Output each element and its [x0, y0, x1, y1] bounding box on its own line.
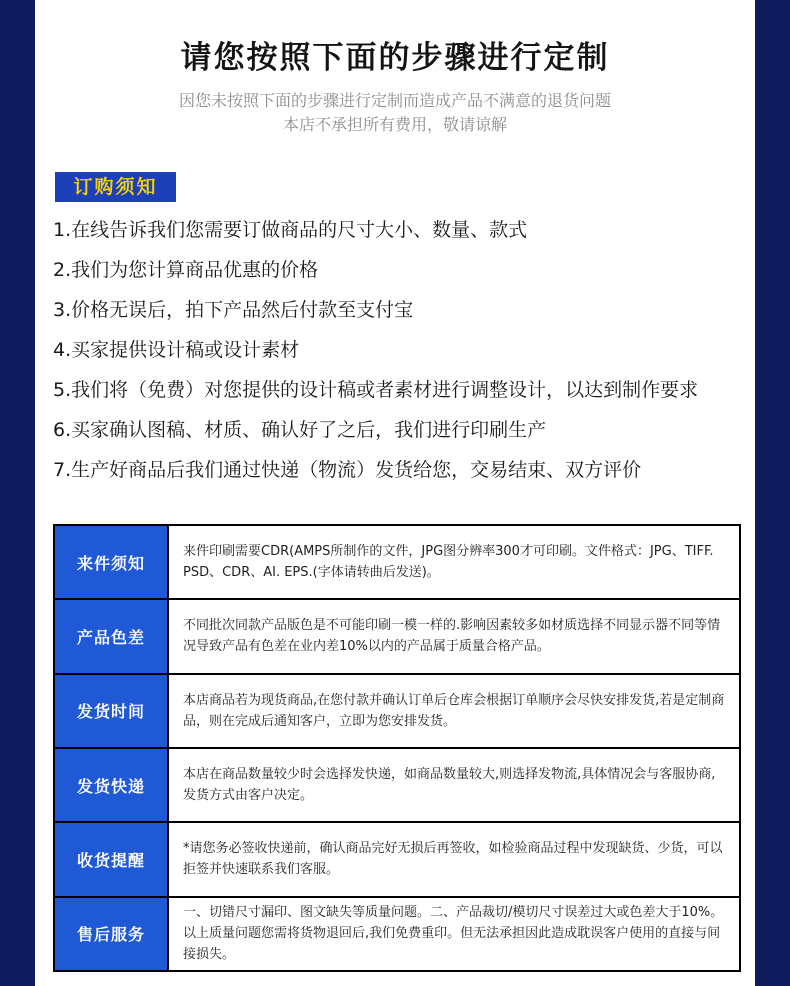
step-item: 2.我们为您计算商品优惠的价格 [53, 259, 319, 281]
step-item: 5.我们将（免费）对您提供的设计稿或者素材进行调整设计，以达到制作要求 [53, 379, 699, 401]
table-row [55, 898, 739, 970]
row-label: 收货提醒 [55, 823, 169, 895]
table-row [55, 823, 739, 897]
table-row [55, 600, 739, 674]
row-label: 产品色差 [55, 600, 169, 672]
content-card [35, 0, 755, 986]
table-row [55, 749, 739, 823]
row-label: 售后服务 [55, 898, 169, 970]
row-content: *请您务必签收快递前，确认商品完好无损后再签收，如检验商品过程中发现缺货、少货，可以拒签并快速联系我们客服。 [183, 841, 723, 878]
row-content: 本店在商品数量较少时会选择发快递，如商品数量较大,则选择发物流,具体情况会与客服协商,发货方式由客户决定。 [183, 767, 716, 804]
step-item: 4.买家提供设计稿或设计素材 [53, 339, 300, 361]
order-notice-badge: 订购须知 [55, 172, 176, 202]
step-item: 1.在线告诉我们您需要订做商品的尺寸大小、数量、款式 [53, 219, 528, 241]
subtitle-line-2: 本店不承担所有费用，敬请谅解 [282, 115, 507, 134]
row-content: 本店商品若为现货商品,在您付款并确认订单后仓库会根据订单顺序会尽快安排发货,若是定制商品，则在完成后通知客户，立即为您安排发货。 [183, 692, 725, 729]
step-item: 7.生产好商品后我们通过快递（物流）发货给您，交易结束、双方评价 [53, 459, 642, 481]
table-row [55, 526, 739, 600]
row-label: 发货时间 [55, 675, 169, 747]
table-row [55, 675, 739, 749]
row-content: 来件印刷需要CDR(AMPS所制作的文件，JPG图分辨率300才可印刷。文件格式：JPG、TIFF. PSD、CDR、AI. EPS.(字体请转曲后发送)。 [183, 544, 714, 581]
steps-list [53, 215, 753, 495]
row-label: 来件须知 [55, 526, 169, 598]
step-item: 3.价格无误后，拍下产品然后付款至支付宝 [53, 299, 414, 321]
step-item: 6.买家确认图稿、材质、确认好了之后，我们进行印刷生产 [53, 419, 547, 441]
row-content: 不同批次同款产品版色是不可能印刷一模一样的.影响因素较多如材质选择不同显示器不同等情况导致产品有色差在业内差10%以内的产品属于质量合格产品。 [183, 618, 721, 655]
page-title: 请您按照下面的步骤进行定制 [180, 40, 610, 76]
subtitle-line-1: 因您未按照下面的步骤进行定制而造成产品不满意的退货问题 [178, 91, 611, 110]
info-table [53, 524, 741, 972]
row-label: 发货快递 [55, 749, 169, 821]
row-content: 一、切错尺寸漏印、图文缺失等质量问题。二、产品裁切/模切尺寸误差过大或色差大于10%。以上质量问题您需将货物退回后,我们免费重印。但无法承担因此造成耽误客户使用的直接与间接损失。 [183, 905, 724, 963]
